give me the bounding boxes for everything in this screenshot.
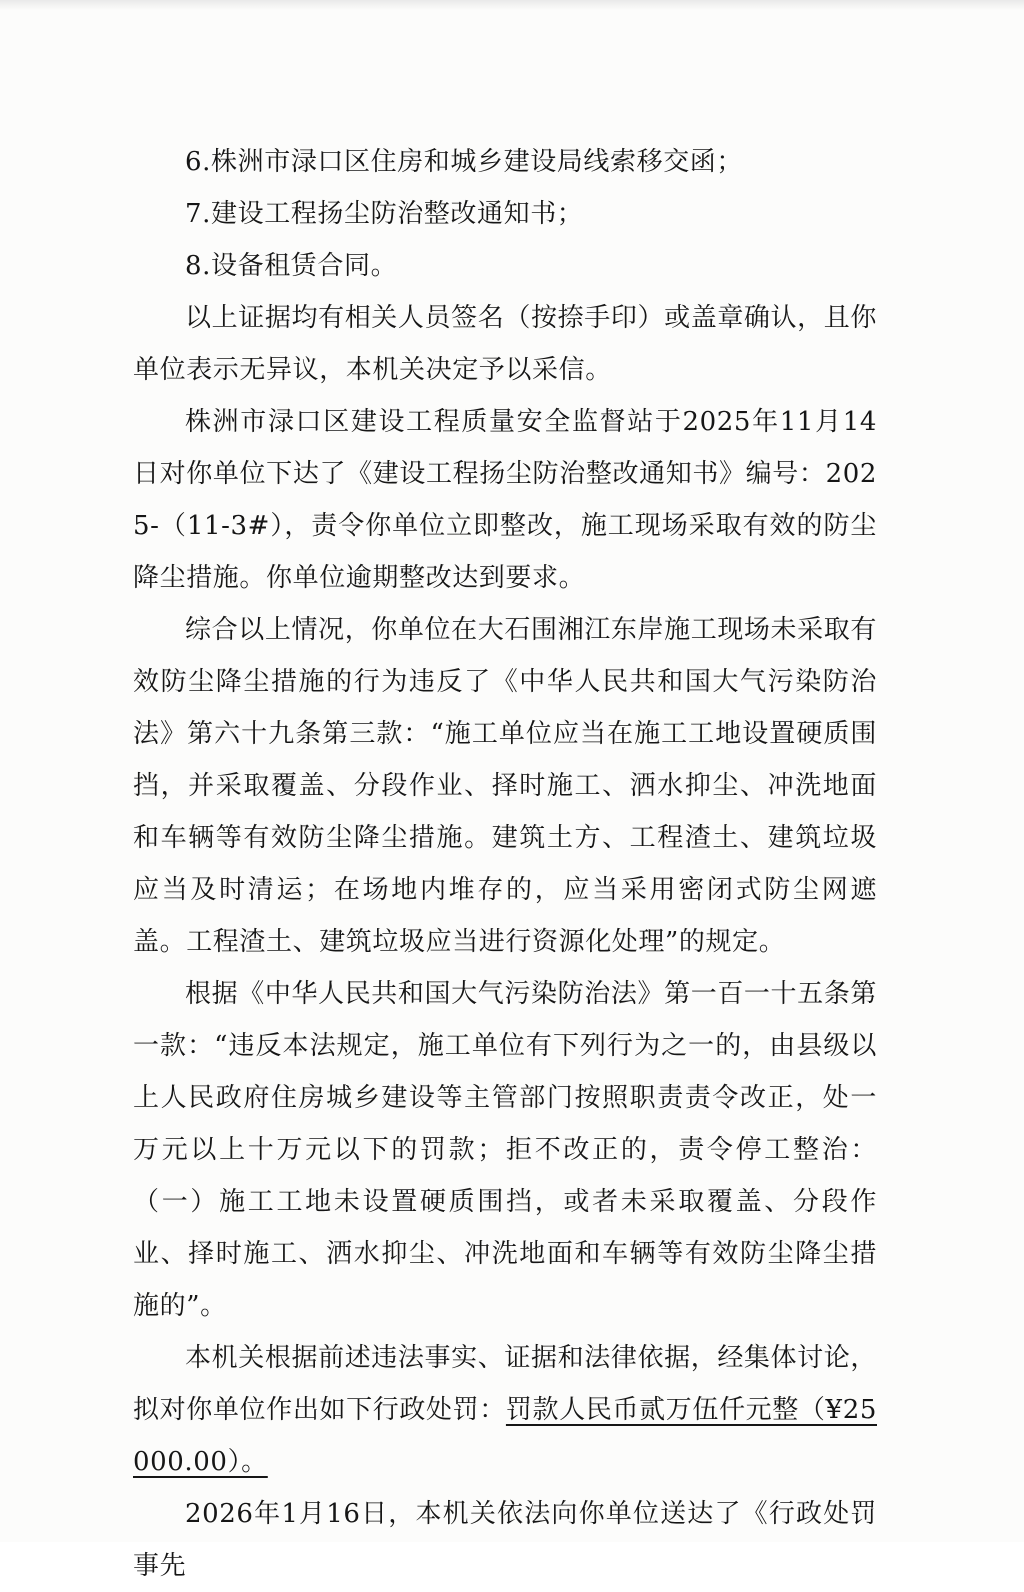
penalty-decision-paragraph <box>133 1332 877 1488</box>
violation-summary-paragraph: 综合以上情况，你单位在大石围湘江东岸施工现场未采取有效防尘降尘措施的行为违反了《中华人民共和国大气污染防治法》第六十九条第三款：“施工单位应当在施工工地设置硬质围挡，并采取覆盖、分段作业、择时施工、洒水抑尘、冲洗地面和车辆等有效防尘降尘措施。建筑土方、工程渣土、建筑垃圾应当及时清运；在场地内堆存的，应当采用密闭式防尘网遮盖。工程渣土、建筑垃圾应当进行资源化处理”的规定。 <box>133 615 877 957</box>
delivery-notice-paragraph: 2026年1月16日，本机关依法向你单位送达了《行政处罚事先 <box>133 1499 877 1581</box>
rectification-notice-paragraph: 株洲市渌口区建设工程质量安全监督站于2025年11月14日对你单位下达了《建设工程扬尘防治整改通知书》编号：2025-（11-3#），责令你单位立即整改，施工现场采取有效的防尘降尘措施。你单位逾期整改达到要求。 <box>133 407 877 593</box>
evidence-item-7: 7.建设工程扬尘防治整改通知书； <box>185 199 584 229</box>
penalty-amount-text: 罚款人民币贰万伍仟元整（¥25000.00）。 <box>133 1395 877 1477</box>
penalty-lead-text: 本机关根据前述违法事实、证据和法律依据，经集体讨论，拟对你单位作出如下行政处罚： <box>133 1343 877 1425</box>
evidence-item-6: 6.株洲市渌口区住房和城乡建设局线索移交函； <box>185 147 744 177</box>
document-body <box>133 136 877 1592</box>
evidence-item-8: 8.设备租赁合同。 <box>185 251 398 281</box>
evidence-acceptance-paragraph: 以上证据均有相关人员签名（按捺手印）或盖章确认，且你单位表示无异议，本机关决定予以采信。 <box>133 303 877 385</box>
legal-basis-paragraph: 根据《中华人民共和国大气污染防治法》第一百一十五条第一款：“违反本法规定，施工单位有下列行为之一的，由县级以上人民政府住房城乡建设等主管部门按照职责责令改正，处一万元以上十万元以下的罚款；拒不改正的，责令停工整治：（一）施工工地未设置硬质围挡，或者未采取覆盖、分段作业、择时施工、洒水抑尘、冲洗地面和车辆等有效防尘降尘措施的”。 <box>133 979 877 1321</box>
page-top-edge <box>0 0 1024 10</box>
